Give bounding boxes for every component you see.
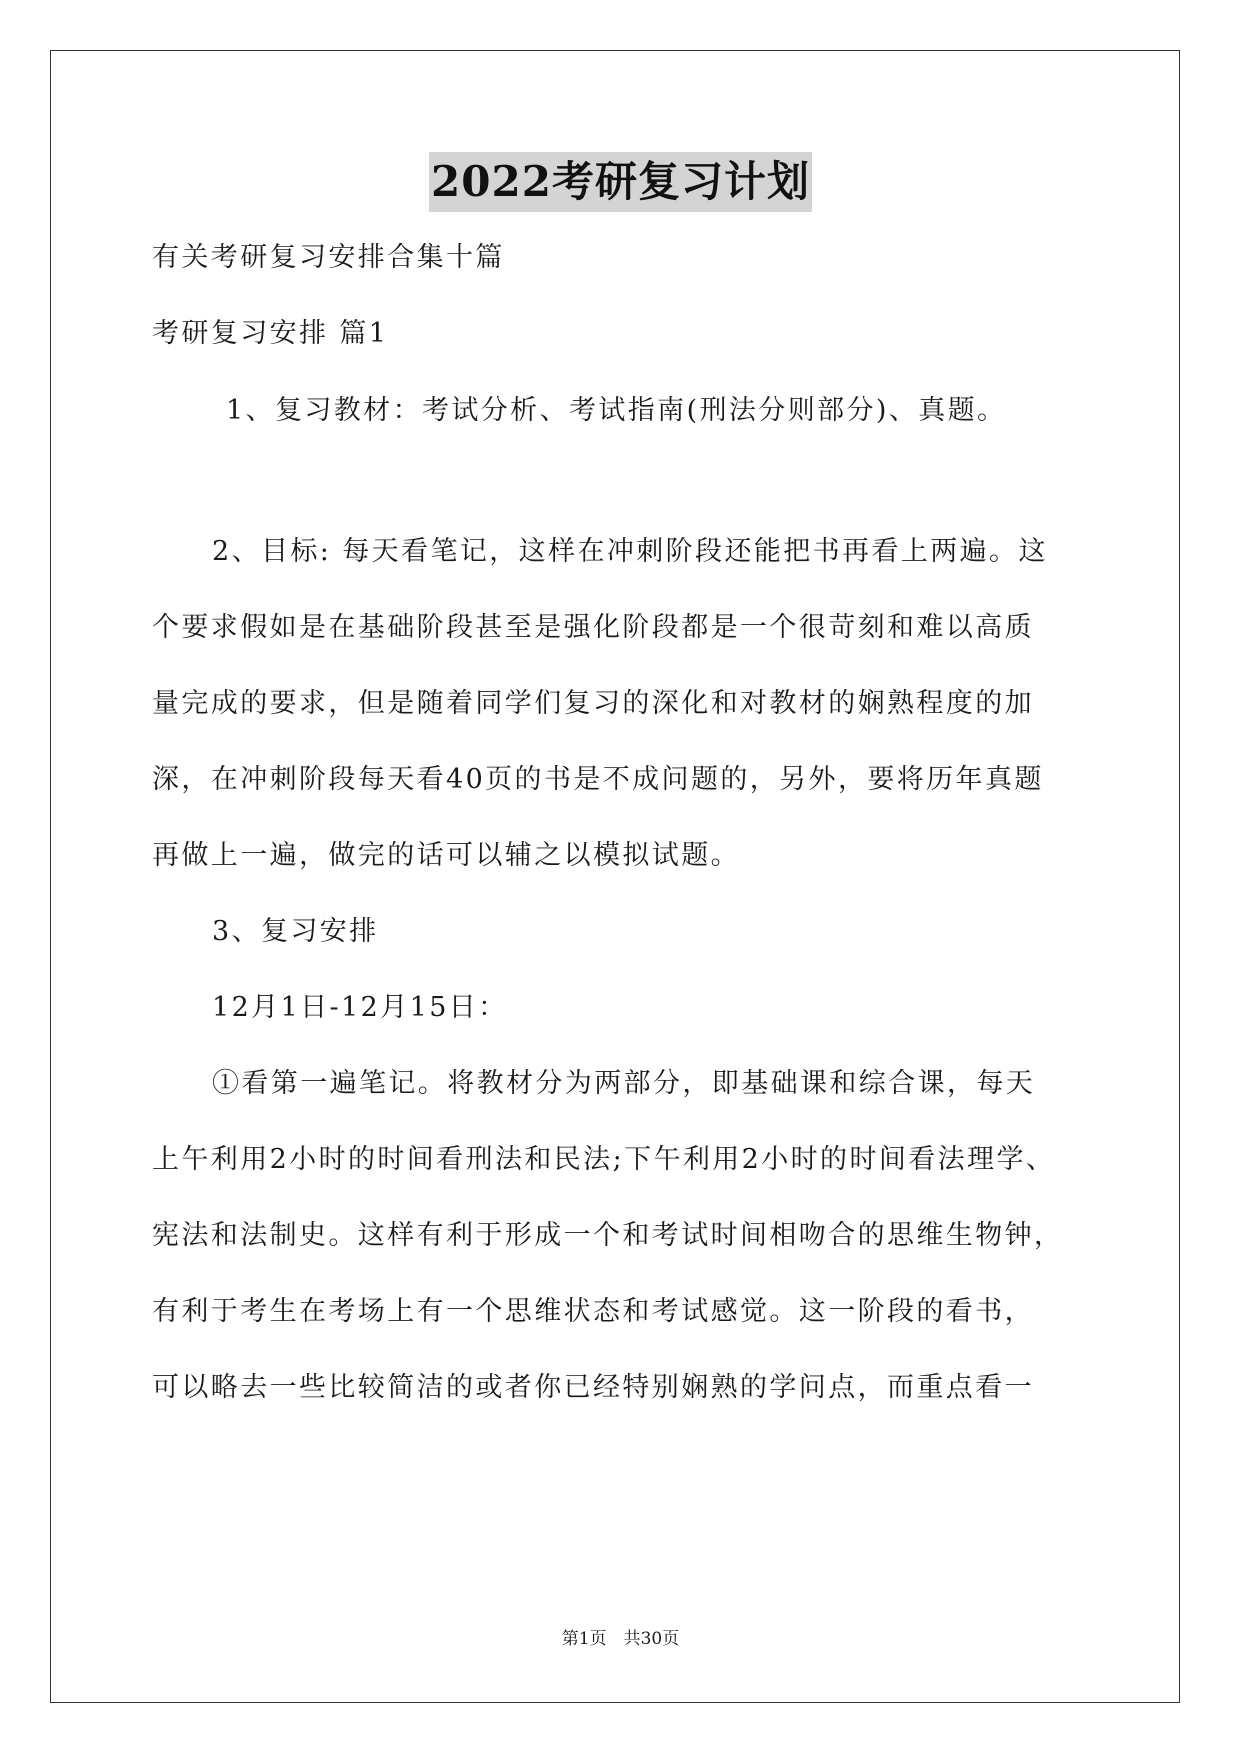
text-line: 可以略去一些比较简洁的或者你已经特别娴熟的学问点，而重点看一 bbox=[152, 1372, 1034, 1403]
text-line: ①看第一遍笔记。将教材分为两部分，即基础课和综合课，每天 bbox=[212, 1068, 1036, 1099]
page-border bbox=[50, 50, 1180, 1703]
title-container bbox=[0, 152, 1241, 212]
text-line: 个要求假如是在基础阶段甚至是强化阶段都是一个很苛刻和难以高质 bbox=[152, 612, 1034, 643]
text-line: 量完成的要求，但是随着同学们复习的深化和对教材的娴熟程度的加 bbox=[152, 688, 1034, 719]
text-line: 12月1日-12月15日： bbox=[212, 992, 508, 1023]
text-line: 考研复习安排 篇1 bbox=[152, 318, 389, 349]
text-line: 1、复习教材：考试分析、考试指南(刑法分则部分)、真题。 bbox=[226, 395, 1007, 426]
text-line: 深，在冲刺阶段每天看40页的书是不成问题的，另外，要将历年真题 bbox=[152, 764, 1044, 795]
text-line: 有关考研复习安排合集十篇 bbox=[152, 242, 505, 273]
text-line: 上午利用2小时的时间看刑法和民法;下午利用2小时的时间看法理学、 bbox=[152, 1144, 1056, 1175]
text-line: 3、复习安排 bbox=[212, 916, 379, 947]
text-line: 再做上一遍，做完的话可以辅之以模拟试题。 bbox=[152, 840, 740, 871]
text-line: 2、目标: 每天看笔记，这样在冲刺阶段还能把书再看上两遍。这 bbox=[212, 536, 1048, 567]
document-title: 2022考研复习计划 bbox=[429, 152, 812, 212]
text-line: 有利于考生在考场上有一个思维状态和考试感觉。这一阶段的看书， bbox=[152, 1296, 1034, 1327]
text-line: 宪法和法制史。这样有利于形成一个和考试时间相吻合的思维生物钟， bbox=[152, 1220, 1064, 1251]
page-footer: 第1页 共30页 bbox=[561, 1629, 680, 1649]
